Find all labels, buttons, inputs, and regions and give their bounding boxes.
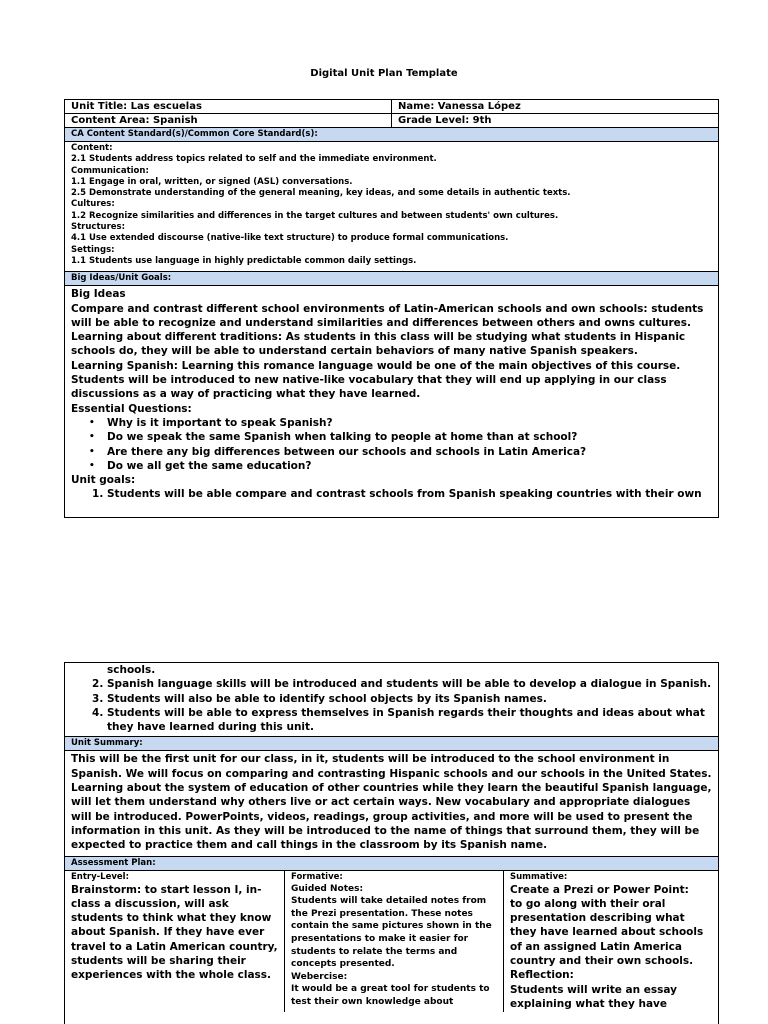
summative-column (504, 871, 718, 1013)
standards-body (65, 142, 718, 272)
entry-level-text: Brainstorm: to start lesson I, in-class a discussion, will ask students to think what they know about Spanish. If they have ever travel to a Latin American country, students will be sharing their experiences with the whole class. (71, 883, 278, 982)
essential-question: • Do we speak the same Spanish when talking to people at home than at school? (107, 430, 712, 444)
big-ideas-subheading: Big Ideas (71, 288, 126, 301)
formative-line: Guided Notes: (291, 883, 364, 894)
unit-goal-continuation: schools. (107, 664, 156, 676)
standards-line: Cultures: (71, 199, 115, 210)
unit-goal: 1. Students will be able compare and contrast schools from Spanish speaking countries with their own (107, 487, 712, 501)
unit-goals-list (71, 487, 712, 501)
document-title: Digital Unit Plan Template (310, 68, 458, 79)
standards-line: 2.1 Students address topics related to self and the immediate environment. (71, 154, 437, 165)
essential-questions-list (71, 416, 712, 473)
entry-level-label: Entry-Level: (71, 871, 129, 882)
standards-line: Settings: (71, 244, 115, 255)
standards-line: Structures: (71, 222, 125, 233)
standards-line: 4.1 Use extended discourse (native-like text structure) to produce formal communications. (71, 233, 509, 244)
author-name: Name: Vanessa López (398, 101, 521, 112)
unit-plan-table-page-1 (64, 99, 719, 518)
essential-question: • Do we all get the same education? (107, 459, 712, 473)
essential-questions-label: Essential Questions: (71, 402, 192, 415)
unit-goal: 3. Students will also be able to identify school objects by its Spanish names. (107, 692, 712, 706)
unit-goals-label: Unit goals: (71, 474, 136, 487)
summative-line: Students will write an essay explaining what they have (510, 983, 677, 1010)
unit-goal: 2. Spanish language skills will be introduced and students will be able to develop a dialogue in Spanish. (107, 677, 712, 691)
essential-question: • Why is it important to speak Spanish? (107, 416, 712, 430)
formative-line: Webercise: (291, 971, 348, 982)
standards-heading: CA Content Standard(s)/Common Core Standard(s): (65, 128, 718, 142)
header-row-2 (65, 114, 718, 128)
assessment-heading: Assessment Plan: (65, 857, 718, 871)
big-ideas-body (65, 286, 718, 503)
grade-level: Grade Level: 9th (398, 115, 492, 126)
standards-line: Communication: (71, 165, 149, 176)
header-row-1 (65, 100, 718, 114)
entry-level-column (65, 871, 285, 1013)
big-idea-paragraph: Learning about different traditions: As students in this class will be studying what students in Hispanic schools do, they will be able to understand certain behaviors of many native Spanish speakers. (71, 331, 686, 358)
big-idea-paragraph: Learning Spanish: Learning this romance language would be one of the main objectives of this course. Students will be introduced to new native-like vocabulary that they will end up applying in our class discussions as a way of practicing what they have learned. (71, 359, 681, 401)
standards-line: 2.5 Demonstrate understanding of the general meaning, key ideas, and some details in authentic texts. (71, 188, 571, 199)
unit-goals-continued (65, 663, 718, 736)
formative-label: Formative: (291, 871, 343, 882)
formative-line: Students will take detailed notes from the Prezi presentation. These notes contain the same pictures shown in the presentations to make it easier for students to relate the terms and concepts presented. (291, 896, 492, 970)
content-area: Content Area: Spanish (65, 114, 392, 127)
formative-line: It would be a great tool for students to test their own knowledge about (291, 984, 490, 1007)
unit-summary-heading: Unit Summary: (65, 736, 718, 751)
summative-line: to go along with their oral presentation describing what they have learned about schools of an assigned Latin America country and their own schools. (510, 897, 704, 968)
big-idea-paragraph: Compare and contrast different school environments of Latin-American schools and own schools: students will be able to recognize and understand similarities and differences between others and owns cultures. (71, 302, 704, 329)
formative-column (285, 871, 504, 1013)
big-ideas-heading: Big Ideas/Unit Goals: (65, 272, 718, 286)
unit-title: Unit Title: Las escuelas (65, 100, 392, 113)
standards-line: Content: (71, 143, 113, 153)
summative-label: Summative: (510, 871, 568, 882)
standards-line: 1.1 Engage in oral, written, or signed (ASL) conversations. (71, 176, 353, 187)
summative-line: Reflection: (510, 969, 574, 982)
assessment-plan-row (65, 871, 718, 1013)
unit-goals-list-rest (71, 677, 712, 734)
standards-line: 1.2 Recognize similarities and differences in the target cultures and between students' own cultures. (71, 210, 559, 221)
unit-goal: 4. Students will be able to express themselves in Spanish regards their thoughts and ideas about what they have learned during this unit. (107, 706, 712, 735)
essential-question: • Are there any big differences between our schools and schools in Latin America? (107, 445, 712, 459)
summative-line: Create a Prezi or Power Point: (510, 883, 689, 896)
standards-line: 1.1 Students use language in highly predictable common daily settings. (71, 255, 417, 266)
unit-plan-table-page-2 (64, 662, 719, 1024)
unit-goals-list-continued (71, 663, 712, 677)
unit-summary-body: This will be the first unit for our class, in it, students will be introduced to the school environment in Spanish. We will focus on comparing and contrasting Hispanic schools and our schools in the United States. Learning about the system of education of other countries while they learn the beautiful Spanish language, will let them understand why others live or act certain ways. New vocabulary and appropriate dialogues will be introduced. PowerPoints, videos, readings, group activities, and more will be used to present the information in this unit. As they will be introduced to the name of things that surround them, they will be expected to practice them and call things in the classroom by its Spanish name. (65, 751, 718, 856)
